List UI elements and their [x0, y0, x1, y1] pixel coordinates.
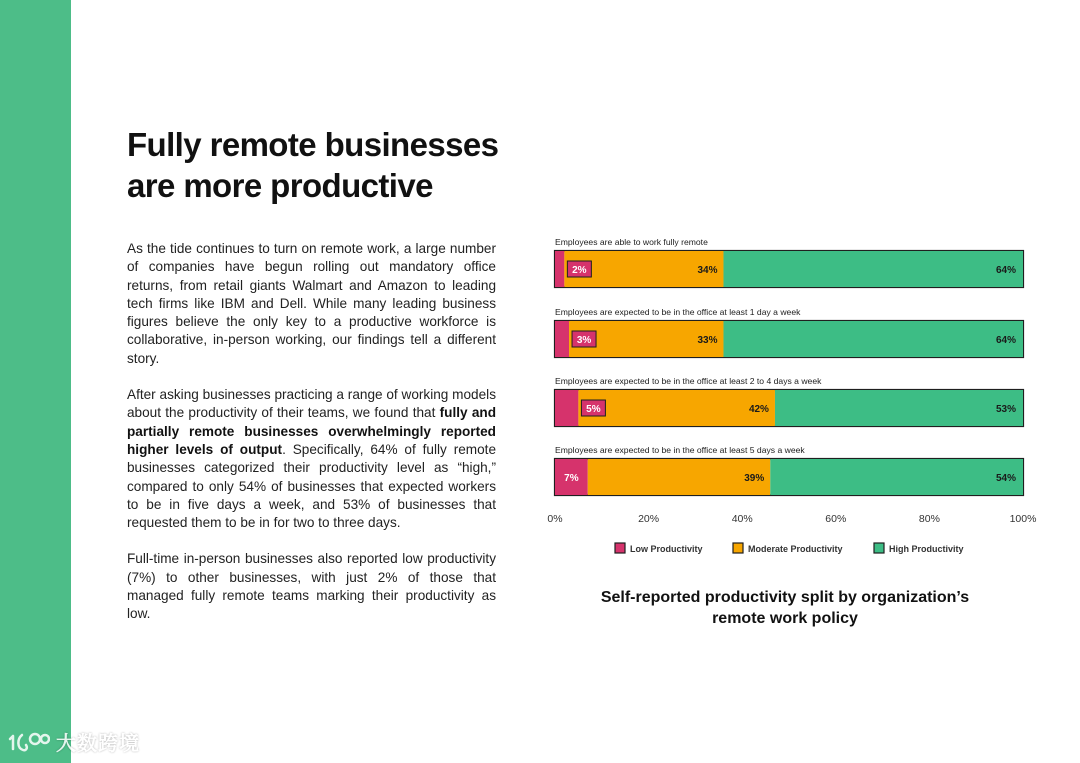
x-axis-tick-label: 80% — [918, 513, 940, 525]
legend-label-high-productivity: High Productivity — [889, 544, 964, 554]
chart-caption-line-1: Self-reported productivity split by organization’s — [600, 589, 970, 606]
x-axis-tick-label: 0% — [547, 513, 563, 525]
productivity-stacked-bar-chart — [540, 230, 1050, 640]
moderate-productivity-value-label: 39% — [744, 473, 765, 484]
low-productivity-value-label: 3% — [576, 335, 592, 346]
side-accent-band — [0, 0, 71, 763]
paragraph-survey-details: . Specifically, 64% of fully remote businesses categorized their productivity level as “high,” compared to only 54% of businesses that expected workers to be in five days a week, and 53% of businesses that requested them to be in for two to three days. — [127, 441, 497, 531]
paragraph-survey-highlight: fully and partially remote businesses overwhelmingly reported higher levels of output — [127, 405, 496, 457]
page-title-line-2: are more productive — [127, 167, 433, 204]
legend-label-low-productivity: Low Productivity — [630, 544, 703, 554]
bar-segment-high-productivity — [775, 390, 1023, 426]
moderate-productivity-value-label: 34% — [697, 265, 718, 276]
high-productivity-value-label: 64% — [995, 335, 1016, 346]
bar-segment-high-productivity — [723, 251, 1023, 287]
bar-segment-moderate-productivity — [578, 390, 775, 426]
moderate-productivity-value-label: 33% — [697, 335, 718, 346]
legend-swatch-moderate-productivity — [733, 543, 743, 553]
page-title — [127, 124, 517, 206]
watermark — [8, 727, 140, 756]
moderate-productivity-value-label: 42% — [748, 404, 769, 415]
high-productivity-value-label: 54% — [995, 473, 1016, 484]
high-productivity-value-label: 53% — [995, 404, 1016, 415]
chart-caption — [560, 587, 1010, 629]
x-axis-tick-label: 40% — [731, 513, 753, 525]
x-axis-tick-label: 60% — [825, 513, 847, 525]
high-productivity-value-label: 64% — [995, 265, 1016, 276]
bar-segment-high-productivity — [770, 459, 1023, 495]
x-axis-tick-label: 20% — [638, 513, 660, 525]
row-category-label: Employees are expected to be in the office at least 2 to 4 days a week — [555, 376, 822, 386]
low-productivity-value-label: 2% — [572, 265, 587, 276]
chart-caption-line-2: remote work policy — [712, 610, 858, 627]
row-category-label: Employees are expected to be in the office at least 1 day a week — [555, 307, 801, 317]
bar-segment-low-productivity — [555, 321, 569, 357]
legend-swatch-high-productivity — [874, 543, 884, 553]
paragraph-survey-intro: After asking businesses practicing a range of working models about the productivity of their teams, we found that — [127, 387, 496, 421]
legend-label-moderate-productivity: Moderate Productivity — [748, 544, 843, 554]
row-category-label: Employees are able to work fully remote — [555, 237, 708, 247]
watermark-text: 大数跨境 — [56, 731, 140, 755]
paragraph-survey-findings — [127, 386, 496, 532]
row-category-label: Employees are expected to be in the office at least 5 days a week — [555, 445, 805, 455]
legend-swatch-low-productivity — [615, 543, 625, 553]
paragraph-remote-trend: As the tide continues to turn on remote work, a large number of companies have begun rolling out mandatory office returns, from retail giants Walmart and Amazon to leading tech firms like IBM and Dell. While many leading business figures believe the only key to a productive workforce is collaborative, in-person working, our findings tell a different story. — [127, 241, 496, 366]
bar-segment-low-productivity — [555, 251, 564, 287]
low-productivity-value-label: 7% — [564, 473, 579, 484]
article-body — [127, 240, 496, 642]
low-productivity-value-label: 5% — [586, 404, 601, 415]
x-axis-tick-label: 100% — [1009, 513, 1037, 525]
bar-segment-low-productivity — [555, 390, 578, 426]
watermark-logo-icon — [8, 729, 50, 755]
bar-segment-moderate-productivity — [588, 459, 771, 495]
bar-segment-high-productivity — [723, 321, 1023, 357]
page-title-line-1: Fully remote businesses — [127, 126, 499, 163]
paragraph-low-productivity: Full-time in-person businesses also reported low productivity (7%) to other businesses, with just 2% of those that managed fully remote teams marking their productivity as low. — [127, 551, 496, 622]
